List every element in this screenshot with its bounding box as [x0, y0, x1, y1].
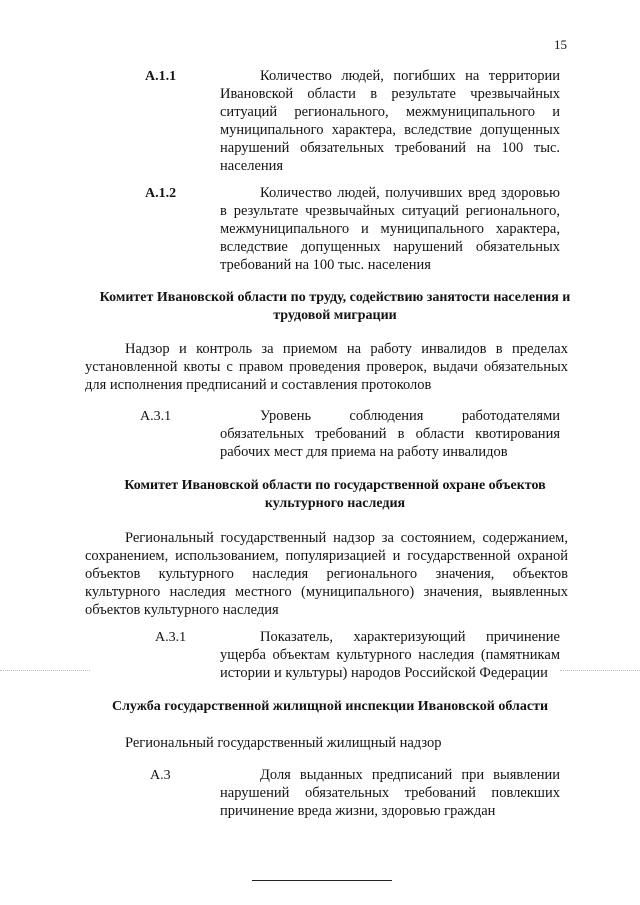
section-heading: Служба государственной жилищной инспекции Ивановской области	[111, 699, 549, 714]
footer-rule	[252, 880, 392, 881]
item-code: А.1.1	[145, 69, 177, 84]
section-paragraph: Региональный государственный жилищный надзор	[125, 735, 442, 751]
page-number: 15	[554, 37, 567, 52]
section-paragraph: Региональный государственный надзор за состоянием, содержанием, сохранением, использованием, популяризацией и государственной охраной объектов культурного наследия регионального значения, объектов культурного наследия местного (муниципального) значения, выявленных объектов культурного наследия	[85, 530, 568, 618]
item-code: А.3.1	[155, 630, 187, 645]
scan-artifact	[0, 670, 90, 671]
section-heading: Комитет Ивановской области по труду, содействию занятости населения и трудовой миграции	[99, 290, 571, 323]
item-description: Показатель, характеризующий причинение ущерба объектам культурного наследия (памятникам истории и культуры) народов Российской Федерации	[220, 629, 560, 681]
item-code: А.3	[150, 768, 171, 783]
item-description: Доля выданных предписаний при выявлении нарушений обязательных требований повлекших причинение вреда жизни, здоровью граждан	[220, 767, 560, 819]
item-code: А.1.2	[145, 186, 177, 201]
section-heading: Комитет Ивановской области по государственной охране объектов культурного наследия	[124, 478, 546, 511]
item-code: А.3.1	[140, 409, 172, 424]
section-paragraph: Надзор и контроль за приемом на работу инвалидов в пределах установленной квоты с правом проведения проверок, выдачи обязательных для исполнения предписаний и составления протоколов	[85, 341, 568, 393]
item-description: Количество людей, получивших вред здоровью в результате чрезвычайных ситуаций регионального, межмуниципального и муниципального характера, вследствие допущенных нарушений обязательных требований на 100 тыс. населения	[220, 185, 560, 273]
item-description: Количество людей, погибших на территории Ивановской области в результате чрезвычайных ситуаций регионального, межмуниципального и муниципального характера, вследствие допущенных нарушений обязательных требований на 100 тыс. населения	[220, 68, 560, 174]
item-description: Уровень соблюдения работодателями обязательных требований в области квотирования рабочих мест для приема на работу инвалидов	[220, 408, 560, 460]
scan-artifact	[560, 670, 640, 671]
